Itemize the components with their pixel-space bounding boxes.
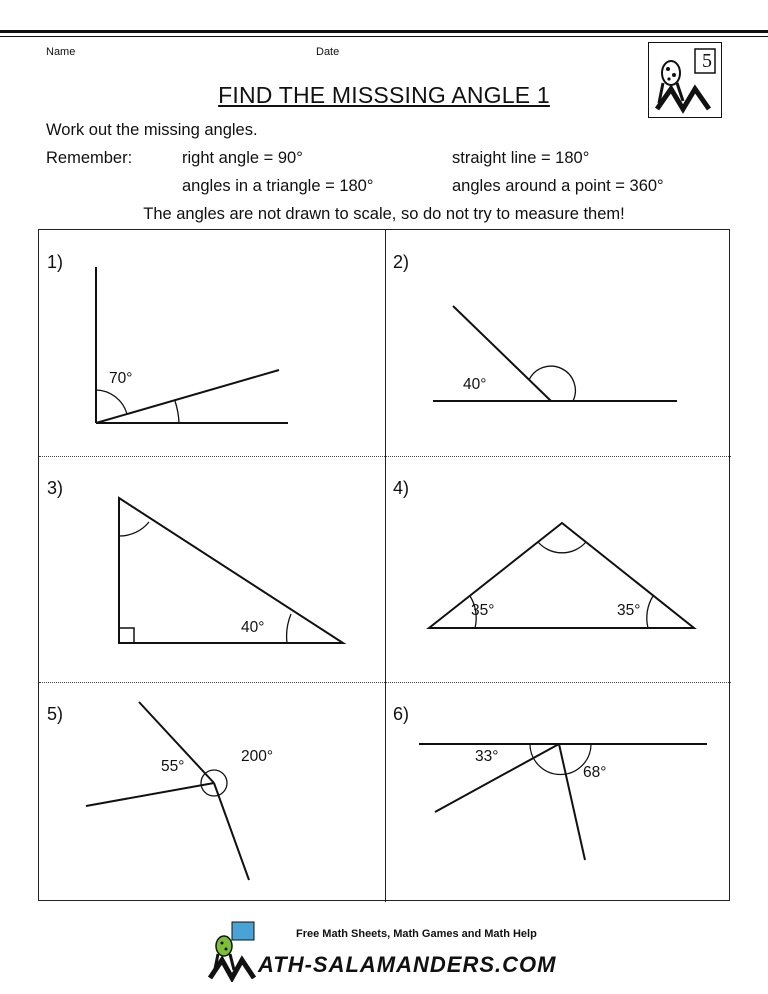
angle-label-left: 35° bbox=[471, 602, 495, 619]
angle-label-right: 35° bbox=[617, 602, 641, 619]
name-label: Name bbox=[46, 46, 76, 58]
top-rule-thick bbox=[0, 30, 768, 33]
remember-label: Remember: bbox=[46, 149, 133, 167]
right-angle-split-figure bbox=[39, 230, 385, 456]
instruction-line: Work out the missing angles. bbox=[46, 121, 258, 139]
top-rule-thin bbox=[0, 36, 768, 37]
angle-label-200: 200° bbox=[241, 748, 274, 765]
footer-salamander-icon bbox=[206, 920, 262, 982]
angles-on-line-figure bbox=[385, 682, 731, 908]
problem-2 bbox=[385, 230, 731, 456]
problem-grid bbox=[38, 229, 730, 901]
problem-1 bbox=[39, 230, 385, 456]
fact-right-angle: right angle = 90° bbox=[182, 149, 303, 167]
problem-number: 3) bbox=[47, 478, 64, 498]
angles-around-point-figure bbox=[39, 682, 385, 908]
angle-label: 70° bbox=[109, 370, 133, 387]
right-triangle-figure bbox=[39, 456, 385, 682]
page-title: FIND THE MISSSING ANGLE 1 bbox=[218, 82, 550, 108]
problem-number: 5) bbox=[47, 704, 64, 724]
angle-label-33: 33° bbox=[475, 748, 499, 765]
scale-note: The angles are not drawn to scale, so do not try to measure them! bbox=[143, 205, 625, 223]
fact-triangle: angles in a triangle = 180° bbox=[182, 177, 374, 195]
fact-point: angles around a point = 360° bbox=[452, 177, 664, 195]
straight-line-figure bbox=[385, 230, 731, 456]
footer-brand: ATH-SALAMANDERS.COM bbox=[258, 952, 557, 977]
date-label: Date bbox=[316, 46, 340, 58]
angle-label: 40° bbox=[241, 619, 265, 636]
problem-4 bbox=[385, 456, 731, 682]
angle-label-68: 68° bbox=[583, 764, 607, 781]
problem-5 bbox=[39, 682, 385, 902]
problem-number: 4) bbox=[393, 478, 410, 498]
angle-label: 40° bbox=[463, 376, 487, 393]
angle-label-55: 55° bbox=[161, 758, 185, 775]
footer-tagline: Free Math Sheets, Math Games and Math Help bbox=[296, 928, 537, 940]
problem-6 bbox=[385, 682, 731, 902]
grade-number: 5 bbox=[702, 50, 712, 72]
problem-number: 6) bbox=[393, 704, 410, 724]
problem-3 bbox=[39, 456, 385, 682]
fact-straight-line: straight line = 180° bbox=[452, 149, 590, 167]
problem-number: 1) bbox=[47, 252, 64, 272]
isosceles-triangle-figure bbox=[385, 456, 731, 682]
problem-number: 2) bbox=[393, 252, 410, 272]
